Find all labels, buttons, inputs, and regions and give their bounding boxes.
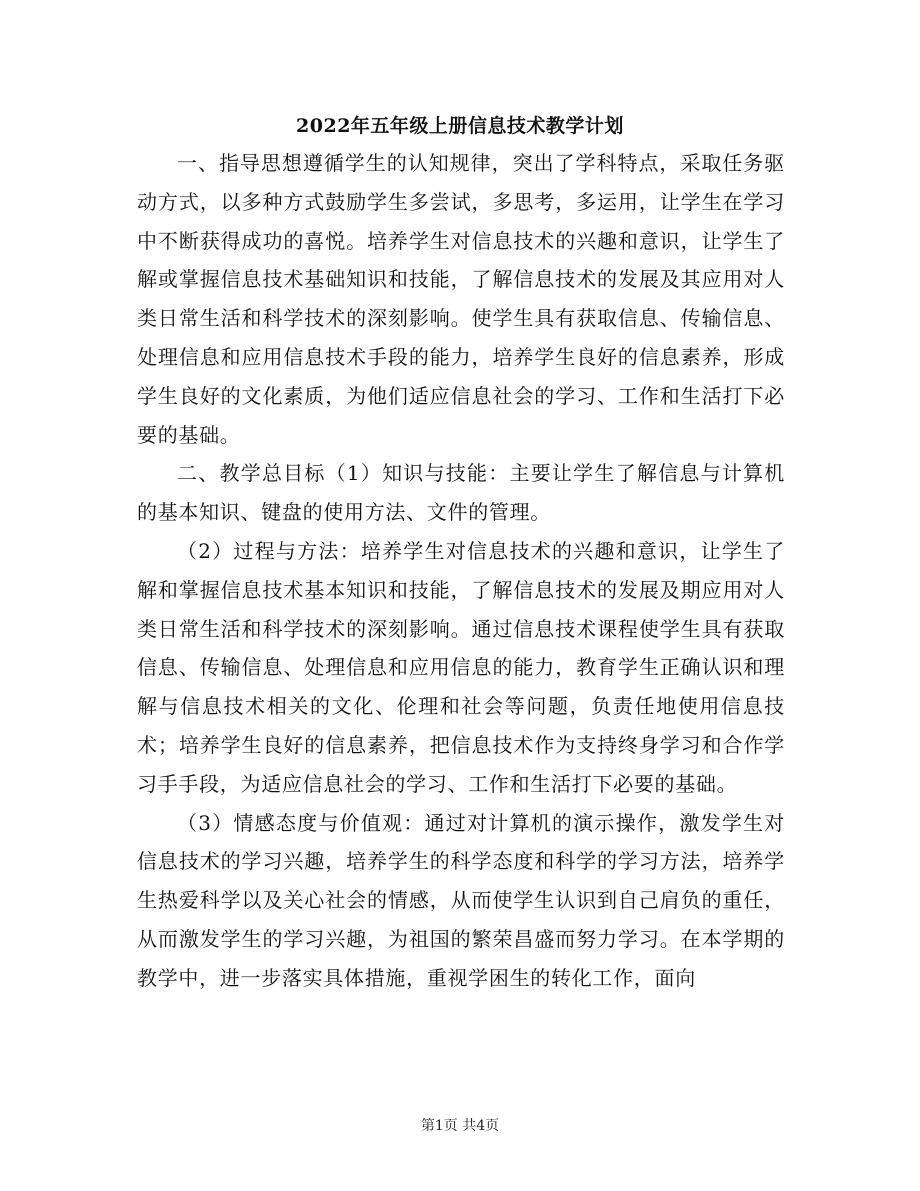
document-title: 2022年五年级上册信息技术教学计划 (296, 115, 624, 137)
paragraph-teaching-goals: 二、教学总目标（1）知识与技能：主要让学生了解信息与计算机的基本知识、键盘的使用方法、文件的管理。 (137, 461, 785, 525)
document-body (137, 144, 785, 998)
paragraph-emotion-values: （3）情感态度与价值观：通过对计算机的演示操作，激发学生对信息技术的学习兴趣，培养学生的科学态度和科学的学习方法，培养学生热爱科学以及关心社会的情感，从而使学生认识到自己肩负的重任，从而激发学生的学习兴趣，为祖国的繁荣昌盛而努力学习。在本学期的教学中，进一步落实具体措施，重视学困生的转化工作，面向 (137, 810, 785, 990)
paragraph-process-methods: （2）过程与方法：培养学生对信息技术的兴趣和意识，让学生了解和掌握信息技术基本知识和技能，了解信息技术的发展及期应用对人类日常生活和科学技术的深刻影响。通过信息技术课程使学生具有获取信息、传输信息、处理信息和应用信息的能力，教育学生正确认识和理解与信息技术相关的文化、伦理和社会等问题，负责任地使用信息技术；培养学生良好的信息素养，把信息技术作为支持终身学习和合作学习手手段，为适应信息社会的学习、工作和生活打下必要的基础。 (137, 538, 785, 796)
page-number-footer: 第1页 共4页 (420, 1118, 500, 1134)
paragraph-guiding-ideology: 一、指导思想遵循学生的认知规律，突出了学科特点，采取任务驱动方式，以多种方式鼓励学生多尝试，多思考，多运用，让学生在学习中不断获得成功的喜悦。培养学生对信息技术的兴趣和意识，让学生了解或掌握信息技术基础知识和技能，了解信息技术的发展及其应用对人类日常生活和科学技术的深刻影响。使学生具有获取信息、传输信息、处理信息和应用信息技术手段的能力，培养学生良好的信息素养，形成学生良好的文化素质，为他们适应信息社会的学习、工作和生活打下必要的基础。 (137, 151, 785, 447)
